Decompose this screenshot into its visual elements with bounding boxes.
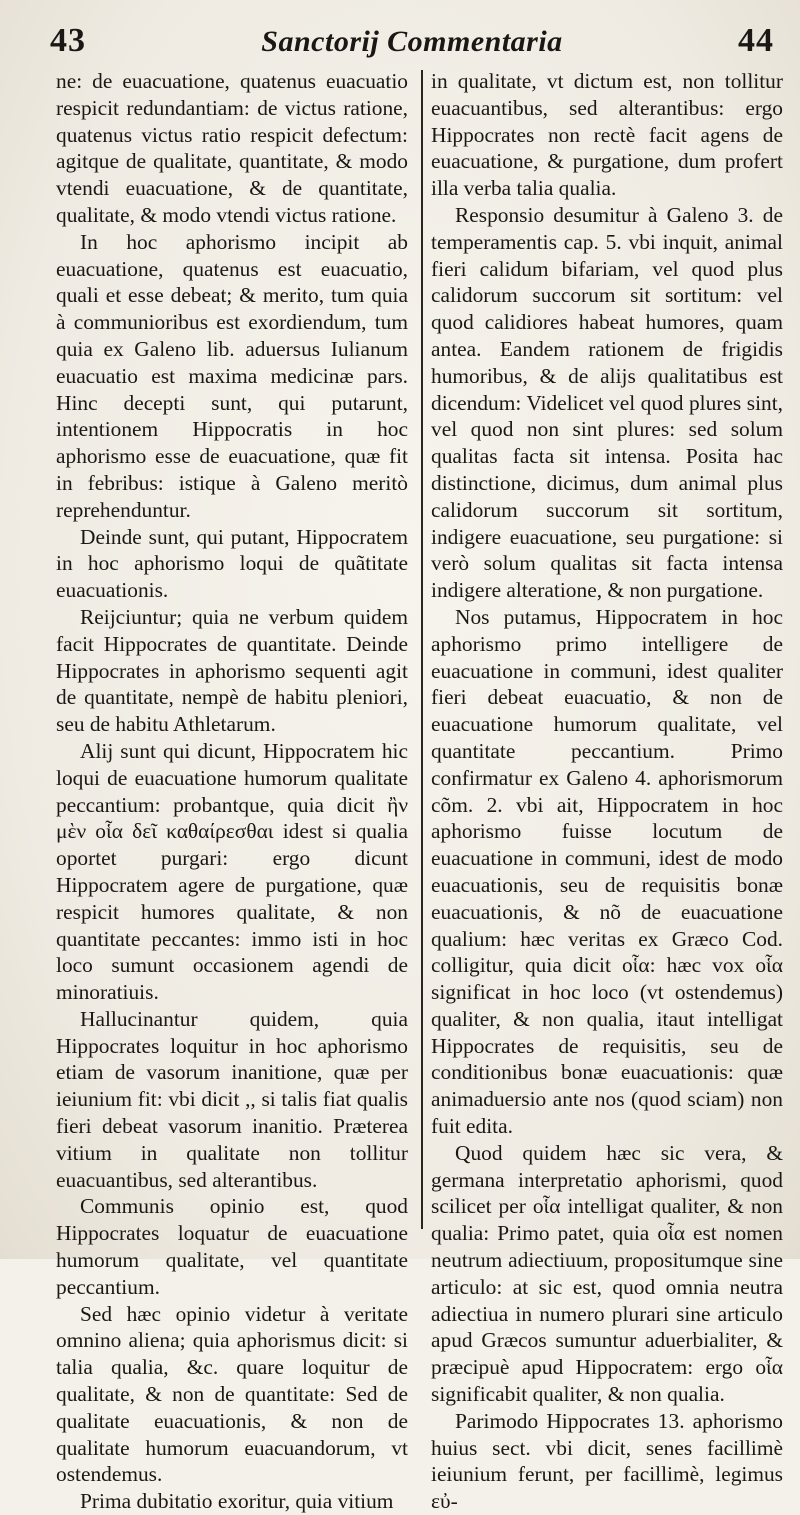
- paragraph: ne: de euacuatione, quatenus euacuatio respicit redundantiam: de victus ratione, quatenus victus ratio respicit defectum: agitque de qualitate, quantitate, & modo vtendi euacuatione, & de quantitate, qualitate, & modo vtendi victus ratione.: [56, 69, 408, 227]
- paragraph: Nos putamus, Hippocratem in hoc aphorismo primo intelligere de euacuatione in communi, idest qualiter fieri debeat euacuatio, & non de euacuatione humorum qualitate, vel quantitate peccantium. Primo confirmatur ex Galeno 4. aphorismorum cõm. 2. vbi ait, Hippocratem in hoc aphorismo fuisse locutum de euacuatione in communi, idest de modo euacuationis, seu de requisitis bonæ euacuationis, & nõ de euacuatione qualium: hæc veritas ex Græco Cod. colligitur, quia dicit οἷα: hæc vox οἷα significat in hoc loco (vt ostendemus) qualiter, & non qualia, itaut intelligat Hippocrates de requisitis, seu de conditionibus bonæ euacuationis: quæ animaduersio ante nos (quod sciam) non fuit edita.: [431, 604, 783, 1139]
- left-page-number: 43: [50, 22, 86, 59]
- column-divider: [421, 70, 423, 1229]
- paragraph: Alij sunt qui dicunt, Hippocratem hic loqui de euacuatione humorum qualitate peccantium: probantque, quia dicit ἢν μὲν οἷα δεῖ καθαίρεσθαι idest si qualia oportet purgari: ergo dicunt Hippocratem agere de purgatione, quæ respicit humores qualitate, & non quantitate peccantes: immo isti in hoc loco sumunt occasionem agendi de minoratiuis.: [56, 738, 408, 1005]
- paragraph: Deinde sunt, qui putant, Hippocratem in hoc aphorismo loqui de quãtitate euacuationis.: [56, 524, 408, 603]
- paragraph: Responsio desumitur à Galeno 3. de temperamentis cap. 5. vbi inquit, animal fieri calidum bifariam, vel quod plus calidorum succorum sit sortitum: vel quod calidiores habeat humores, quam antea. Eandem rationem de frigidis humoribus, & de alijs qualitatibus est dicendum: Videlicet vel quod plures sint, vel quod non sint plures: sed solum qualitas facta sit intensa. Posita hac distinctione, dicimus, dum animal plus calidorum succorum sit sortitum, indigere euacuatione, seu purgatione: si verò solum qualitas sit facta intensa indigere alteratione, & non purgatione.: [431, 202, 783, 603]
- right-text-column: [431, 68, 783, 1514]
- left-text-column: [56, 68, 408, 1514]
- paragraph: Communis opinio est, quod Hippocrates loquatur de euacuatione humorum qualitate, vel quantitate peccantium.: [56, 1194, 408, 1299]
- paragraph: in qualitate, vt dictum est, non tollitur euacuantibus, sed alterantibus: ergo Hippocrates non rectè facit agens de euacuatione, & purgatione, dum profert illa verba talia qualia.: [431, 69, 783, 201]
- paragraph: Hallucinantur quidem, quia Hippocrates loquitur in hoc aphorismo etiam de vasorum inanitione, quæ per ieiunium fit: vbi dicit ,, si talis fiat qualis fieri debeat vasorum inanitio. Præterea vitium in qualitate non tollitur euacuantibus, sed alterantibus.: [56, 1006, 408, 1192]
- paragraph: Parimodo Hippocrates 13. aphorismo huius sect. vbi dicit, senes facillimè ieiunium ferunt, per facillimè, legimus εὐ-: [431, 1408, 783, 1514]
- paragraph: Reijciuntur; quia ne verbum quidem facit Hippocrates de quantitate. Deinde Hippocrates in aphorismo sequenti agit de quantitate, nempè de habitu pleniori, seu de habitu Athletarum.: [56, 604, 408, 737]
- paragraph: Sed hæc opinio videtur à veritate omnino aliena; quia aphorismus dicit: si talia qualia, &c. quare loquitur de qualitate, & non de quantitate: Sed de qualitate euacuationis, & non de qualitate humorum euacuandorum, vt ostendemus.: [56, 1301, 408, 1487]
- running-title: Sanctorij Commentaria: [261, 25, 563, 58]
- page-header: [50, 22, 774, 68]
- paragraph: In hoc aphorismo incipit ab euacuatione, quatenus est euacuatio, quali et esse debeat; & merito, tum quia à communioribus est exordiendum, tum quia ex Galeno lib. aduersus Iulianum euacuatio est maxima medicinæ pars. Hinc decepti sunt, qui putarunt, intentionem Hippocratis in hoc aphorismo esse de euacuatione, quæ fit in febribus: istique à Galeno meritò reprehenduntur.: [56, 229, 408, 522]
- paragraph: Prima dubitatio exoritur, quia vitium: [80, 1489, 394, 1514]
- right-page-number: 44: [737, 22, 774, 59]
- paragraph: Quod quidem hæc sic vera, & germana interpretatio aphorismi, quod scilicet per οἷα intelligat qualiter, & non qualia: Primo patet, quia οἷα est nomen neutrum adiectiuum, propositumque sine articulo: at sic est, quod omnia neutra adiectiua in numero plurari sine articulo apud Græcos sumuntur aduerbialiter, & præcipuè apud Hippocratem: ergo οἷα significabit qualiter, & non qualia.: [431, 1140, 783, 1407]
